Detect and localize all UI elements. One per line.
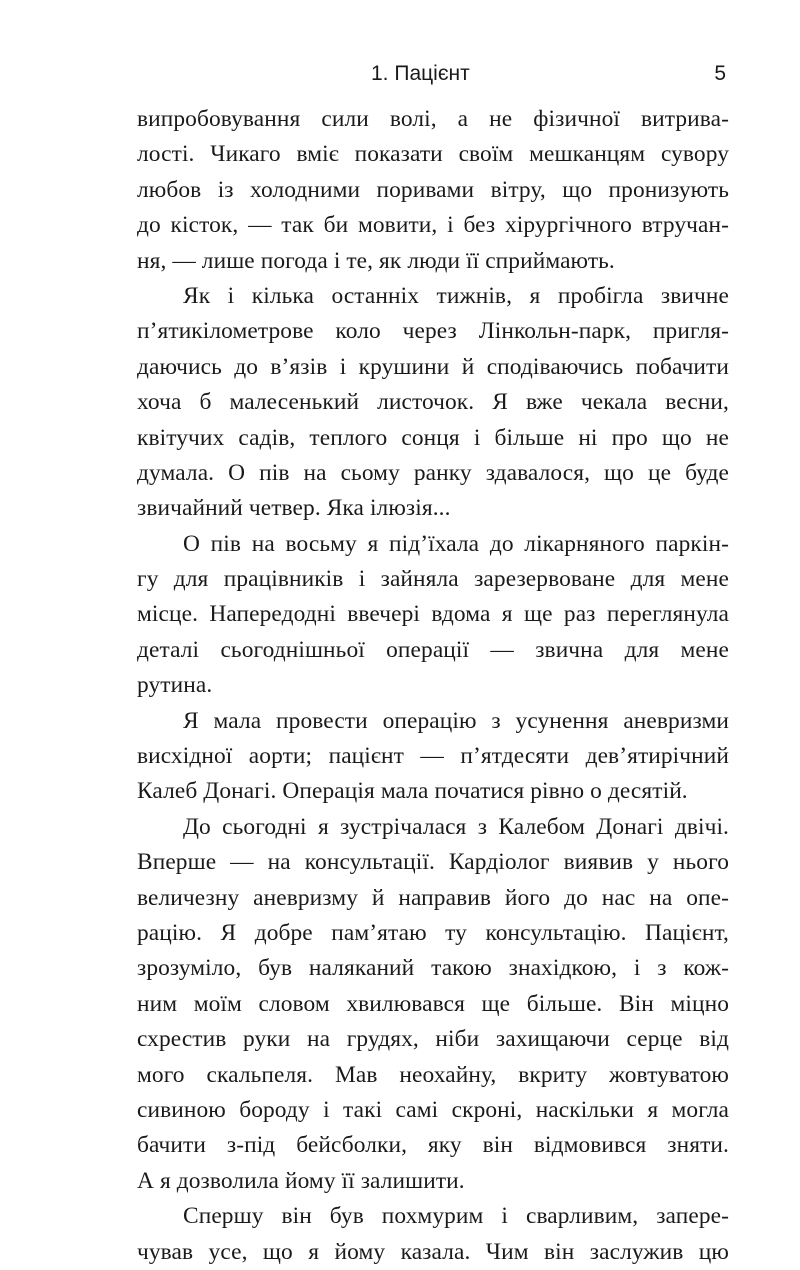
text-line: До сьогодні я зустрічалася з Калебом Донагі двічі. xyxy=(183,813,729,840)
text-line: Як і кілька останніх тижнів, я пробігла звичне xyxy=(183,282,729,309)
text-line: місце. Напередодні ввечері вдома я ще раз переглянула xyxy=(137,601,729,628)
text-line: рацію. Я добре пам’ятаю ту консультацію. Пацієнт, xyxy=(137,919,729,946)
text-line: бачити з-під бейсболки, яку він відмовився зняти. xyxy=(137,1132,729,1159)
text-line: лості. Чикаго вміє показати своїм мешканцям сувору xyxy=(137,141,729,168)
text-line: хоча б малесенький листочок. Я вже чекала весни, xyxy=(137,389,729,416)
running-head xyxy=(0,62,800,92)
text-line: гу для працівників і зайняла зарезервоване для мене xyxy=(137,566,729,593)
text-line: квітучих садів, теплого сонця і більше ні про що не xyxy=(137,424,729,451)
text-line: до кісток, — так би мовити, і без хірургічного втручан- xyxy=(137,212,729,239)
text-line: думала. О пів на сьому ранку здавалося, що це буде xyxy=(137,459,729,486)
text-line: випробовування сили волі, а не фізичної витрива- xyxy=(137,106,729,132)
text-line: деталі сьогоднішньої операції — звична для мене xyxy=(137,636,729,663)
text-line: ня, — лише погода і те, як люди її сприймають. xyxy=(137,247,615,274)
text-line: зрозуміло, був наляканий такою знахідкою, і з кож- xyxy=(137,955,729,982)
text-line: даючись до в’язів і крушини й сподіваючись побачити xyxy=(137,353,729,380)
text-line: сивиною бороду і такі самі скроні, наскільки я могла xyxy=(137,1096,729,1123)
text-line: рутина. xyxy=(137,672,213,699)
text-line: А я дозволила йому її залишити. xyxy=(137,1167,465,1194)
text-line: висхідної аорти; пацієнт — п’ятдесяти дев’ятирічний xyxy=(137,743,729,770)
text-line: мого скальпеля. Мав неохайну, вкриту жовтуватою xyxy=(137,1061,729,1088)
text-line: звичайний четвер. Яка ілюзія... xyxy=(137,495,451,522)
text-line: Спершу він був похмурим і сварливим, запере- xyxy=(183,1203,729,1230)
text-line: величезну аневризму й направив його до нас на опе- xyxy=(137,884,729,911)
text-line: ним моїм словом хвилювався ще більше. Він міцно xyxy=(137,990,729,1017)
text-line: схрестив руки на грудях, ніби захищаючи серце від xyxy=(137,1026,729,1053)
body-text xyxy=(137,102,729,1270)
text-line: чував усе, що я йому казала. Чим він заслужив цю xyxy=(137,1238,729,1265)
text-line: п’ятикілометрове коло через Лінкольн-парк, пригля- xyxy=(137,318,729,345)
text-line: О пів на восьму я під’їхала до лікарняного паркін- xyxy=(183,530,729,557)
chapter-title: 1. Пацієнт xyxy=(371,62,470,85)
text-line: Калеб Донагі. Операція мала початися рівно о десятій. xyxy=(137,778,688,805)
page-number: 5 xyxy=(714,62,726,85)
text-line: Я мала провести операцію з усунення аневризми xyxy=(183,707,729,734)
text-line: Вперше — на консультації. Кардіолог виявив у нього xyxy=(137,849,729,876)
text-line: любов із холодними поривами вітру, що пронизують xyxy=(137,176,729,203)
